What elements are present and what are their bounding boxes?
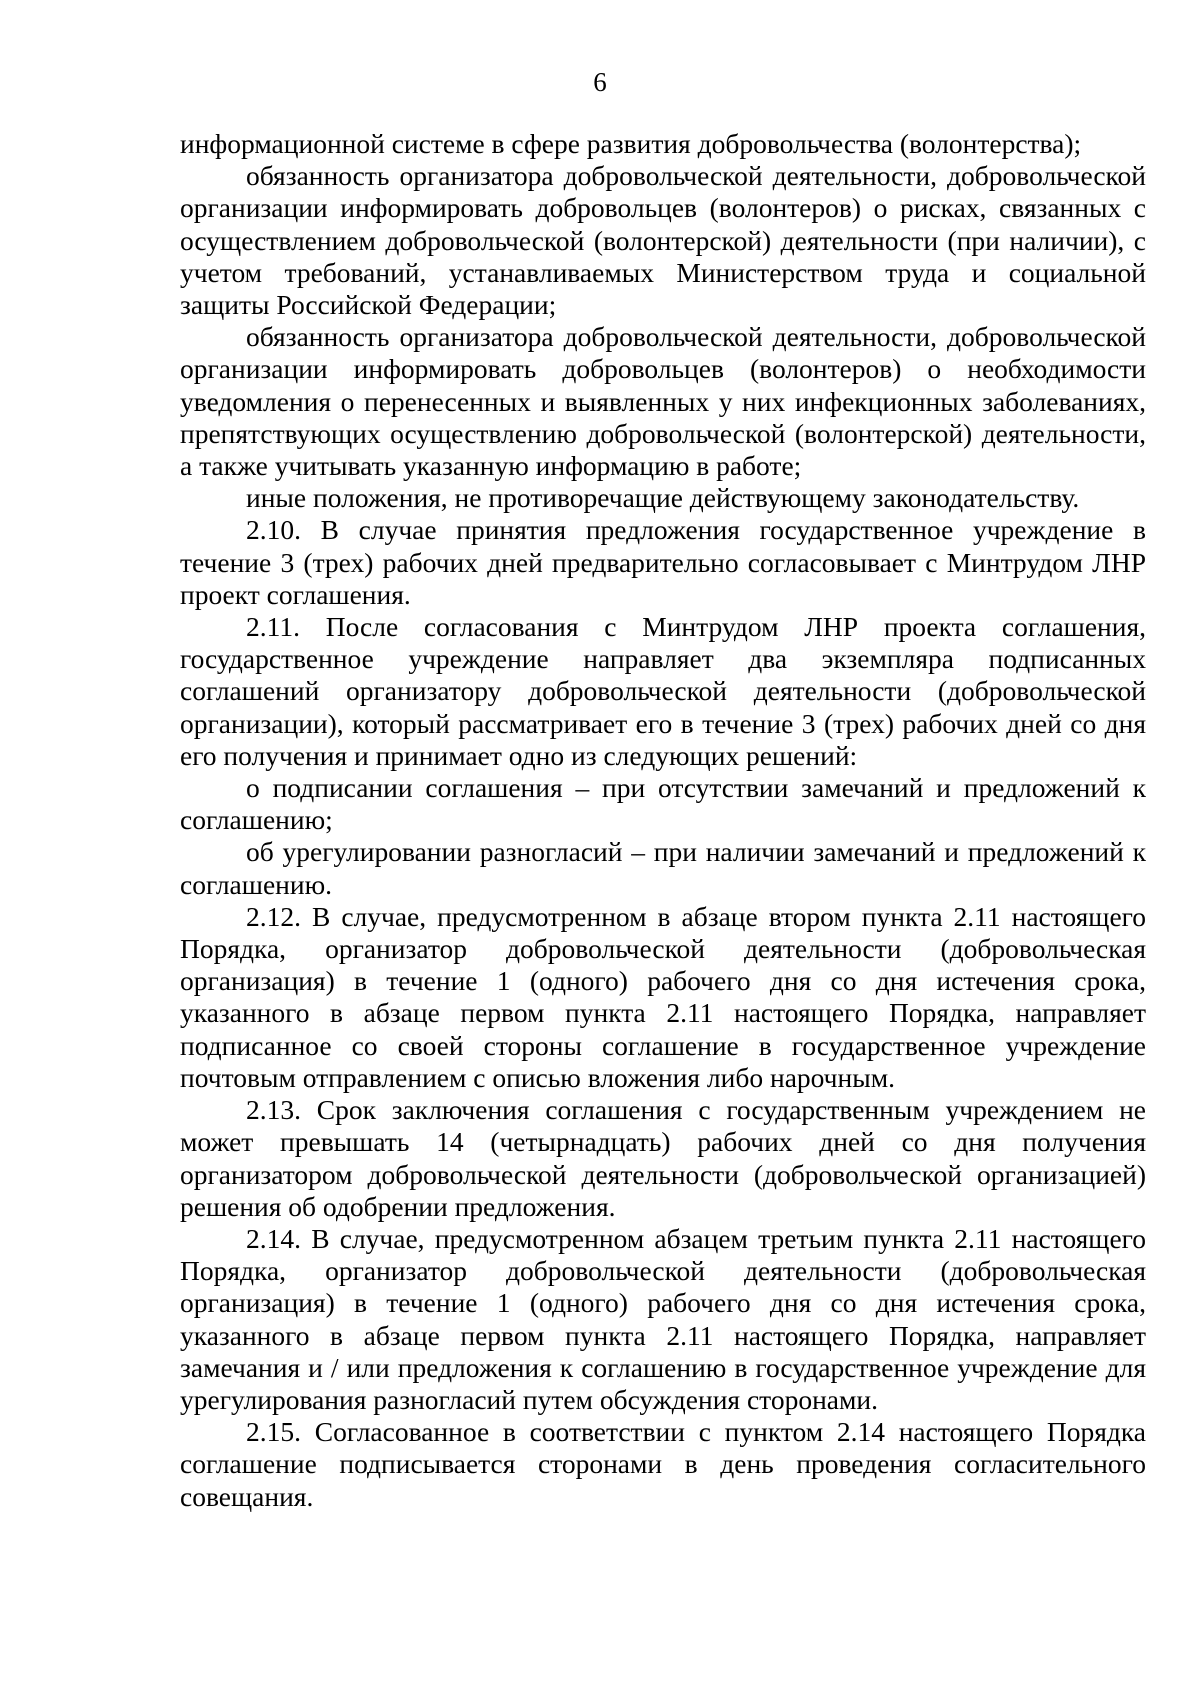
paragraph-2-15: 2.15. Согласованное в соответствии с пунктом 2.14 настоящего Порядка соглашение подписывается сторонами в день проведения согласительного совещания.: [180, 1416, 1146, 1512]
paragraph-2-12: 2.12. В случае, предусмотренном в абзаце втором пункта 2.11 настоящего Порядка, организатор добровольческой деятельности (добровольческая организация) в течение 1 (одного) рабочего дня со дня истечения срока, указанного в абзаце первом пункта 2.11 настоящего Порядка, направляет подписанное со своей стороны соглашение в государственное учреждение почтовым отправлением с описью вложения либо нарочным.: [180, 900, 1146, 1093]
paragraph-2-10: 2.10. В случае принятия предложения государственное учреждение в течение 3 (трех) рабочих дней предварительно согласовывает с Минтрудом ЛНР проект соглашения.: [180, 514, 1146, 610]
paragraph-2-13: 2.13. Срок заключения соглашения с государственным учреждением не может превышать 14 (четырнадцать) рабочих дней со дня получения организатором добровольческой деятельности (добровольческой организацией) решения об одобрении предложения.: [180, 1094, 1146, 1222]
paragraph-continuation: информационной системе в сфере развития добровольчества (волонтерства);: [180, 128, 1082, 159]
paragraph-infection-duty: обязанность организатора добровольческой деятельности, добровольческой организации информировать добровольцев (волонтеров) о необходимости уведомления о перенесенных и выявленных у них инфекционных заболеваниях, препятствующих осуществлению добровольческой (волонтерской) деятельности, а также учитывать указанную информацию в работе;: [180, 321, 1146, 482]
paragraph-signing-decision: о подписании соглашения – при отсутствии замечаний и предложений к соглашению;: [180, 772, 1146, 836]
page-number: 6: [593, 67, 607, 97]
document-body: [180, 128, 1146, 1513]
paragraph-2-14: 2.14. В случае, предусмотренном абзацем третьим пункта 2.11 настоящего Порядка, организатор добровольческой деятельности (добровольческая организация) в течение 1 (одного) рабочего дня со дня истечения срока, указанного в абзаце первом пункта 2.11 настоящего Порядка, направляет замечания и / или предложения к соглашению в государственное учреждение для урегулирования разногласий путем обсуждения сторонами.: [180, 1222, 1146, 1415]
paragraph-other-provisions: иные положения, не противоречащие действующему законодательству.: [246, 482, 1080, 514]
paragraph-disagreement-decision: об урегулировании разногласий – при наличии замечаний и предложений к соглашению.: [180, 836, 1146, 900]
paragraph-2-11: 2.11. После согласования с Минтрудом ЛНР проекта соглашения, государственное учреждение направляет два экземпляра подписанных соглашений организатору добровольческой деятельности (добровольческой организации), который рассматривает его в течение 3 (трех) рабочих дней со дня его получения и принимает одно из следующих решений:: [180, 611, 1146, 771]
paragraph-risk-duty: обязанность организатора добровольческой деятельности, добровольческой организации информировать добровольцев (волонтеров) о рисках, связанных с осуществлением добровольческой (волонтерской) деятельности (при наличии), с учетом требований, устанавливаемых Министерством труда и социальной защиты Российской Федерации;: [180, 160, 1146, 321]
